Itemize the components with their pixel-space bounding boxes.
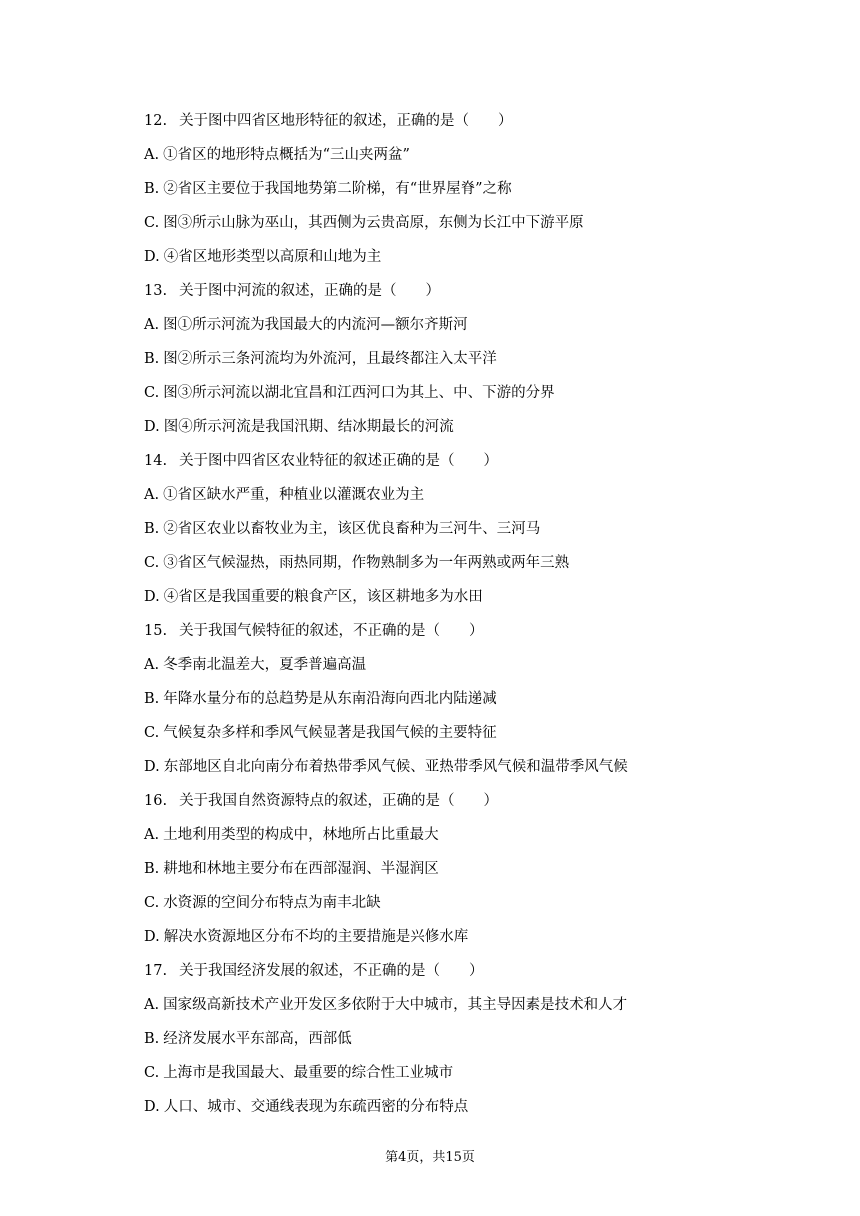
option-letter: D. [144,1099,160,1115]
option-letter: C. [144,555,160,571]
option-text: 图④所示河流是我国汛期、结冰期最长的河流 [163,419,454,435]
option-c [144,1056,684,1090]
option-text: ④省区地形类型以高原和山地为主 [163,249,382,265]
option-d [144,580,684,614]
option-b [144,1022,684,1056]
option-text: ①省区的地形特点概括为“三山夹两盆” [163,147,410,163]
question-stem: 关于我国经济发展的叙述，不正确的是（ ） [179,963,484,979]
question-14 [144,444,684,614]
option-d [144,920,684,954]
question-12 [144,104,684,274]
option-letter: B. [144,1031,160,1047]
option-c [144,376,684,410]
option-text: ①省区缺水严重，种植业以灌溉农业为主 [163,487,425,503]
question-stem-line [144,954,684,988]
option-a [144,138,684,172]
question-number: 13. [144,283,168,299]
option-letter: C. [144,215,160,231]
option-text: 气候复杂多样和季风气候显著是我国气候的主要特征 [163,725,497,741]
option-d [144,1090,684,1124]
option-text: 图③所示河流以湖北宜昌和江西河口为其上、中、下游的分界 [163,385,555,401]
option-c [144,716,684,750]
option-text: 图③所示山脉为巫山，其西侧为云贵高原，东侧为长江中下游平原 [163,215,584,231]
option-c [144,886,684,920]
question-stem: 关于图中四省区地形特征的叙述，正确的是（ ） [179,113,513,129]
option-letter: A. [144,147,160,163]
option-letter: D. [144,419,160,435]
option-text: 年降水量分布的总趋势是从东南沿海向西北内陆递减 [163,691,497,707]
option-letter: D. [144,759,160,775]
option-a [144,478,684,512]
option-letter: C. [144,725,160,741]
question-number: 12. [144,113,168,129]
option-letter: A. [144,317,160,333]
option-letter: D. [144,589,160,605]
option-letter: B. [144,351,160,367]
option-text: ③省区气候湿热，雨热同期，作物熟制多为一年两熟或两年三熟 [163,555,570,571]
question-stem-line [144,104,684,138]
question-number: 15. [144,623,168,639]
option-text: 上海市是我国最大、最重要的综合性工业城市 [163,1065,454,1081]
question-number: 14. [144,453,168,469]
question-stem-line [144,614,684,648]
option-letter: B. [144,521,160,537]
option-text: 国家级高新技术产业开发区多依附于大中城市，其主导因素是技术和人才 [163,997,628,1013]
option-text: ②省区农业以畜牧业为主，该区优良畜种为三河牛、三河马 [163,521,541,537]
question-number: 17. [144,963,168,979]
option-text: ④省区是我国重要的粮食产区，该区耕地多为水田 [163,589,483,605]
option-text: 水资源的空间分布特点为南丰北缺 [163,895,381,911]
option-text: 解决水资源地区分布不均的主要措施是兴修水库 [163,929,469,945]
page-footer [0,1146,860,1165]
option-letter: C. [144,1065,160,1081]
option-letter: D. [144,249,160,265]
option-b [144,682,684,716]
option-text: 耕地和林地主要分布在西部湿润、半湿润区 [163,861,439,877]
question-number: 16. [144,793,168,809]
option-d [144,410,684,444]
question-stem-line [144,444,684,478]
option-text: 人口、城市、交通线表现为东疏西密的分布特点 [163,1099,469,1115]
option-letter: A. [144,487,160,503]
option-text: 土地利用类型的构成中，林地所占比重最大 [163,827,439,843]
option-a [144,648,684,682]
option-text: ②省区主要位于我国地势第二阶梯，有“世界屋脊”之称 [163,181,512,197]
option-text: 东部地区自北向南分布着热带季风气候、亚热带季风气候和温带季风气候 [163,759,628,775]
option-c [144,206,684,240]
question-stem: 关于图中河流的叙述，正确的是（ ） [179,283,441,299]
option-b [144,172,684,206]
option-text: 图①所示河流为我国最大的内流河—额尔齐斯河 [163,317,468,333]
option-letter: B. [144,181,160,197]
option-b [144,852,684,886]
question-17 [144,954,684,1124]
option-text: 图②所示三条河流均为外流河，且最终都注入太平洋 [163,351,497,367]
question-13 [144,274,684,444]
option-letter: A. [144,997,160,1013]
option-text: 经济发展水平东部高，西部低 [163,1031,352,1047]
option-letter: A. [144,827,160,843]
option-a [144,818,684,852]
question-stem-line [144,274,684,308]
option-a [144,988,684,1022]
option-d [144,240,684,274]
option-letter: B. [144,691,160,707]
question-stem: 关于图中四省区农业特征的叙述正确的是（ ） [179,453,499,469]
question-stem: 关于我国自然资源特点的叙述，正确的是（ ） [179,793,499,809]
question-16 [144,784,684,954]
option-text: 冬季南北温差大，夏季普遍高温 [163,657,367,673]
option-c [144,546,684,580]
page-number: 第4页，共15页 [385,1150,475,1165]
option-a [144,308,684,342]
option-d [144,750,684,784]
option-letter: D. [144,929,160,945]
option-letter: C. [144,385,160,401]
question-list [144,104,684,1124]
question-stem-line [144,784,684,818]
question-stem: 关于我国气候特征的叙述，不正确的是（ ） [179,623,484,639]
question-15 [144,614,684,784]
option-b [144,342,684,376]
option-letter: B. [144,861,160,877]
option-letter: A. [144,657,160,673]
option-b [144,512,684,546]
option-letter: C. [144,895,160,911]
